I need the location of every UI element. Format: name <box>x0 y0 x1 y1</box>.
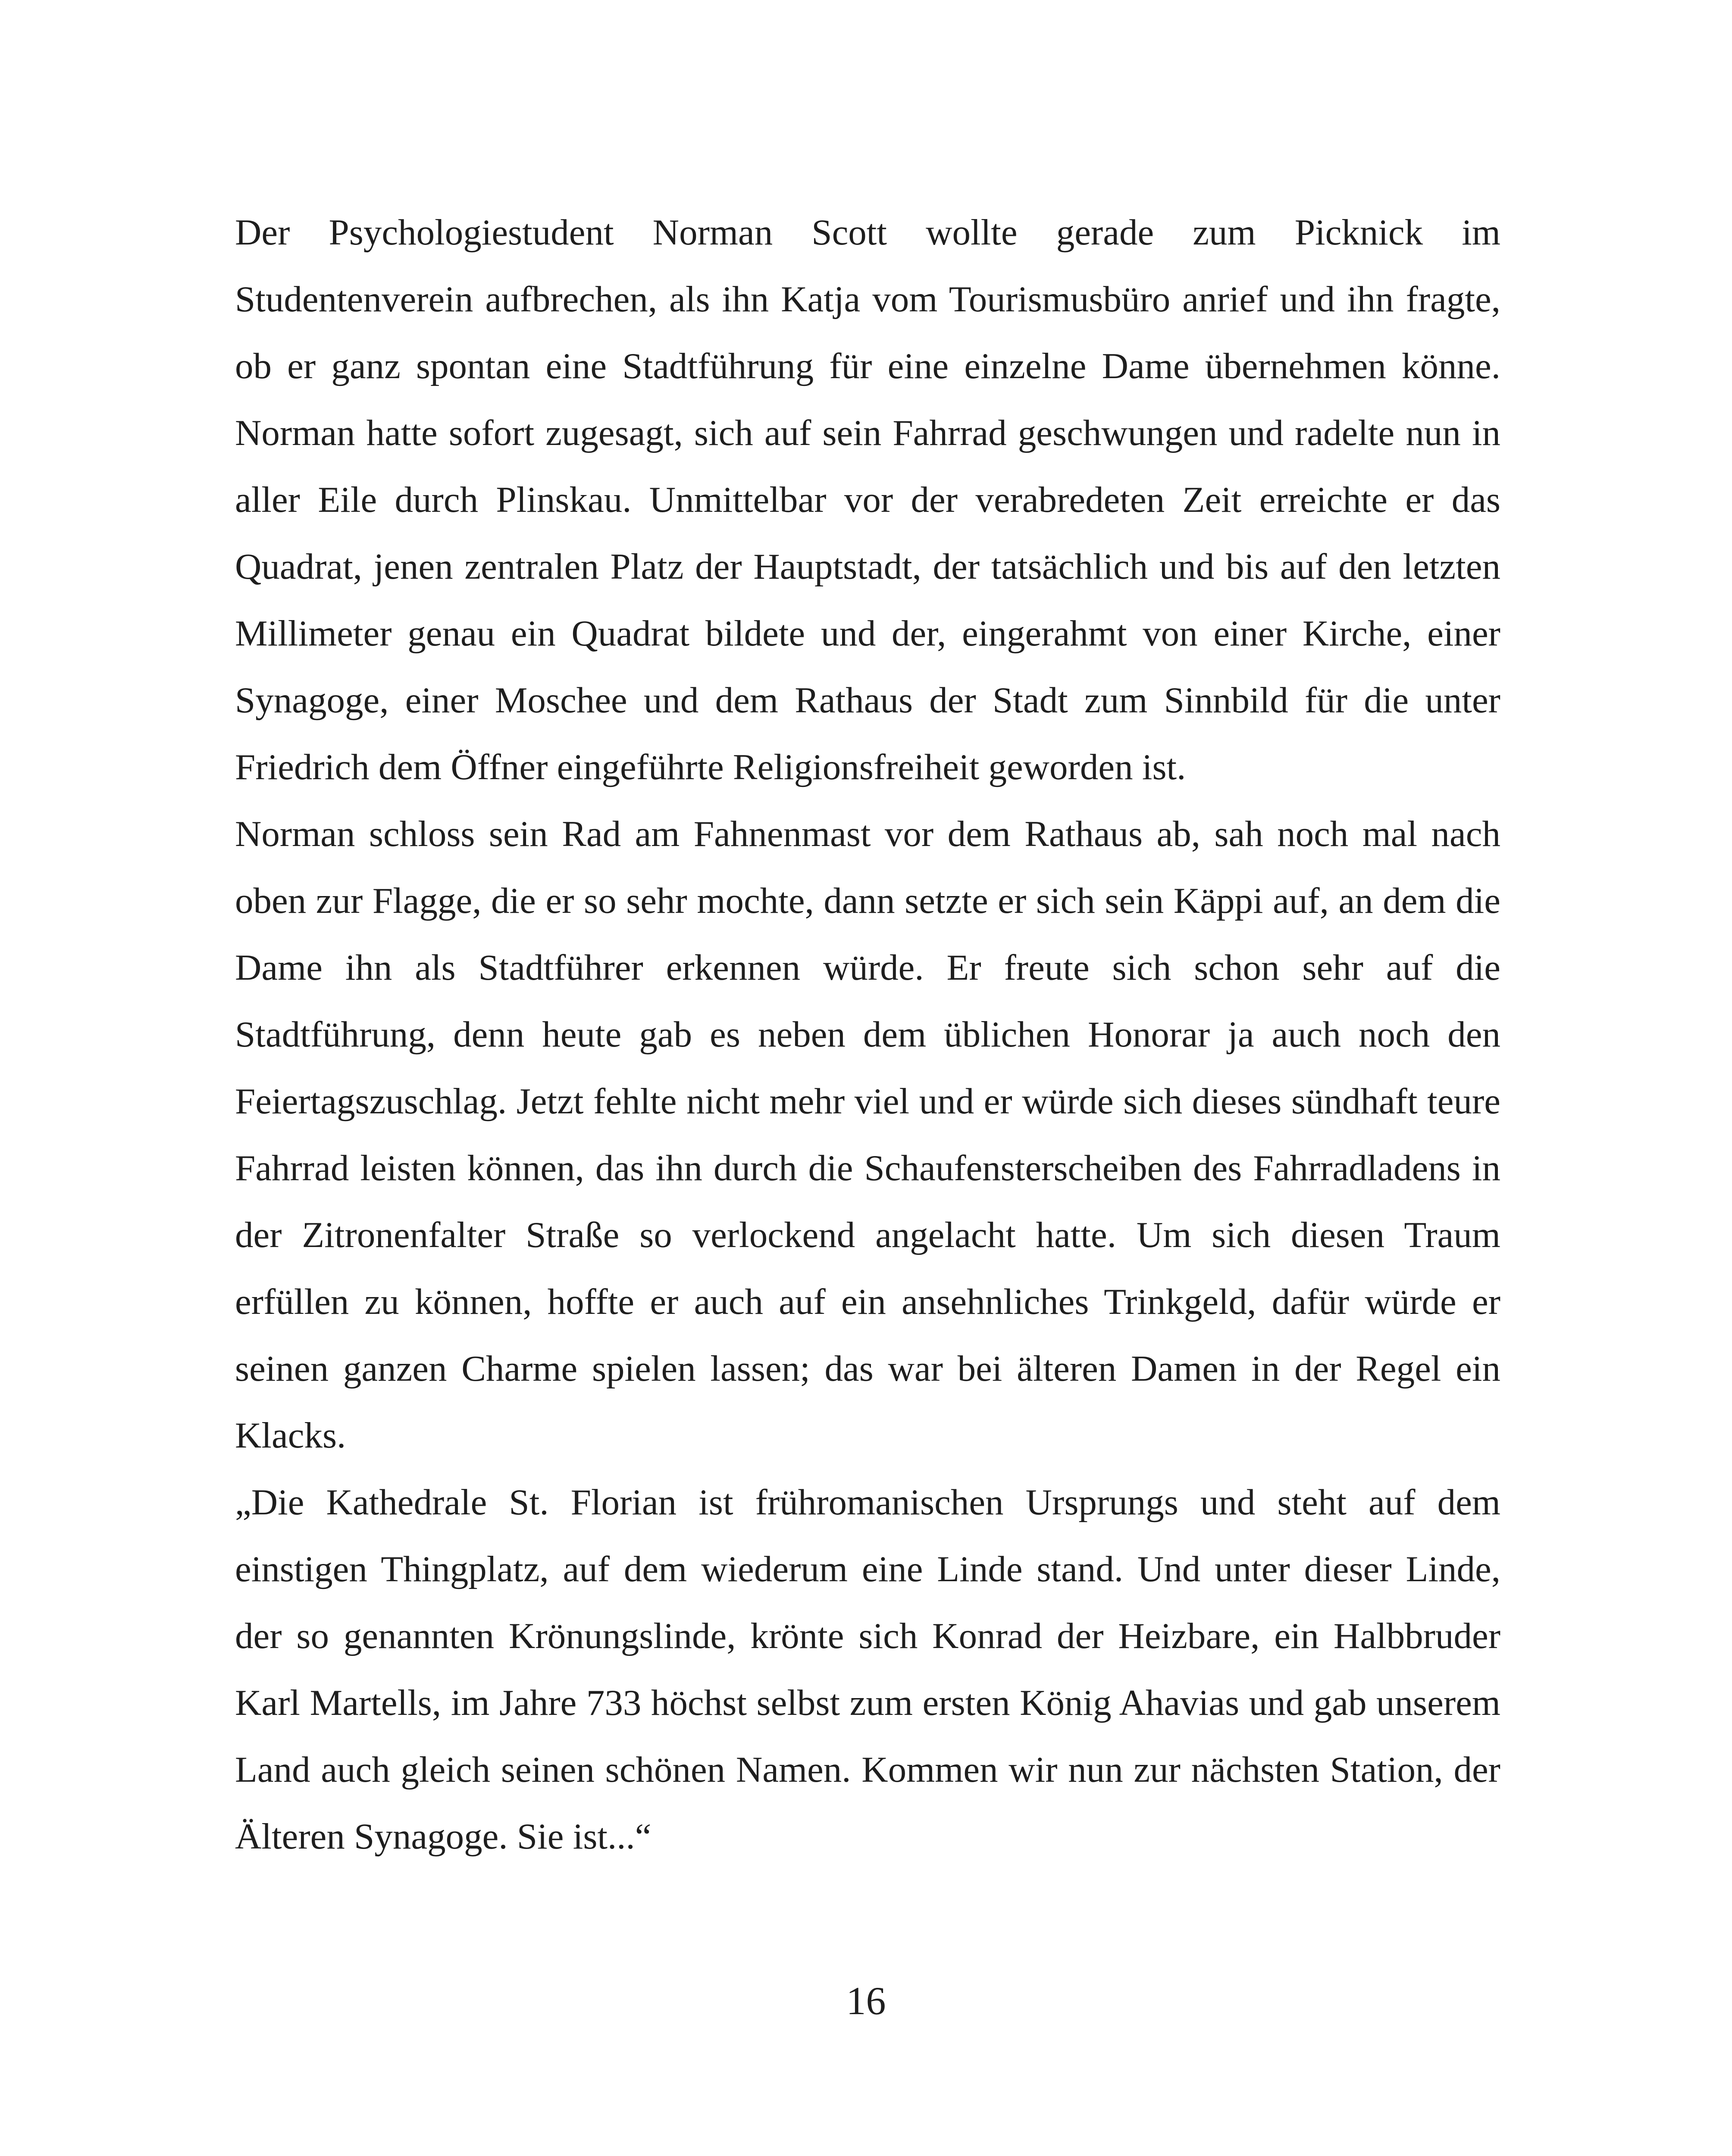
paragraph-2: Norman schloss sein Rad am Fahnenmast vor dem Rathaus ab, sah noch mal nach oben zur Flagge, die er so sehr mochte, dann setzte er sich sein Käppi auf, an dem die Dame ihn als Stadtführer erkennen würde. Er freute sich schon sehr auf die Stadtführung, denn heute gab es neben dem üblichen Honorar ja auch noch den Feiertagszuschlag. Jetzt fehlte nicht mehr viel und er würde sich dieses sündhaft teure Fahrrad leisten können, das ihn durch die Schaufensterscheiben des Fahrradladens in der Zitronenfalter Straße so verlockend angelacht hatte. Um sich diesen Traum erfüllen zu können, hoffte er auch auf ein ansehnliches Trinkgeld, dafür würde er seinen ganzen Charme spielen lassen; das war bei älteren Damen in der Regel ein Klacks. <box>235 814 1500 1456</box>
page-number: 16 <box>846 1979 886 2023</box>
paragraph-1: Der Psychologiestudent Norman Scott wollte gerade zum Picknick im Studentenverein aufbrechen, als ihn Katja vom Tourismusbüro anrief und ihn fragte, ob er ganz spontan eine Stadtführung für eine einzelne Dame übernehmen könne. Norman hatte sofort zugesagt, sich auf sein Fahrrad geschwungen und radelte nun in aller Eile durch Plinskau. Unmittelbar vor der verabredeten Zeit erreichte er das Quadrat, jenen zentralen Platz der Hauptstadt, der tatsächlich und bis auf den letzten Millimeter genau ein Quadrat bildete und der, eingerahmt von einer Kirche, einer Synagoge, einer Moschee und dem Rathaus der Stadt zum Sinnbild für die unter Friedrich dem Öffner eingeführte Religionsfreiheit geworden ist. <box>235 212 1500 787</box>
body-text <box>235 199 1500 1870</box>
paragraph-3: „Die Kathedrale St. Florian ist frühromanischen Ursprungs und steht auf dem einstigen Thingplatz, auf dem wiederum eine Linde stand. Und unter dieser Linde, der so genannten Krönungslinde, krönte sich Konrad der Heizbare, ein Halbbruder Karl Martells, im Jahre 733 höchst selbst zum ersten König Ahavias und gab unserem Land auch gleich seinen schönen Namen. Kommen wir nun zur nächsten Station, der Älteren Synagoge. Sie ist...“ <box>235 1482 1500 1857</box>
